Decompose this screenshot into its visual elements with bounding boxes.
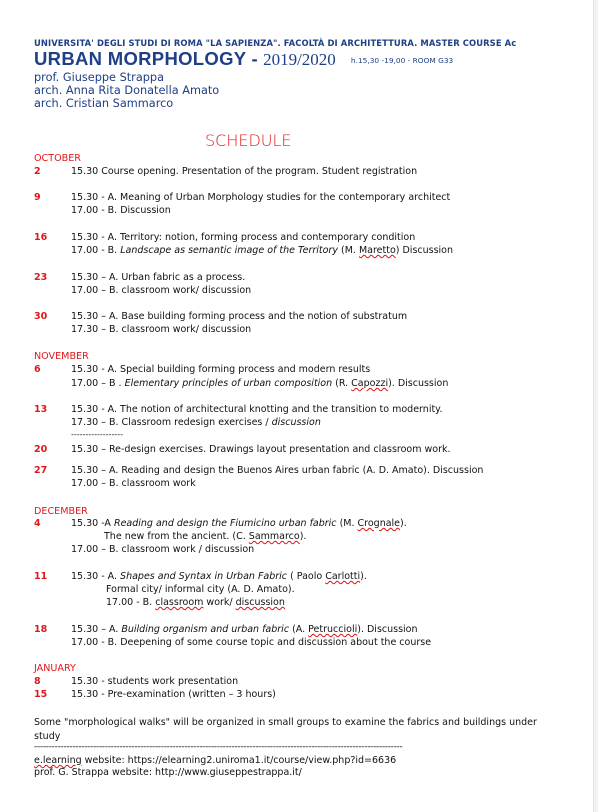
- elearning-label: e.learning: [34, 755, 82, 766]
- lecturer-name: Sammarco: [248, 531, 300, 542]
- lecture-title: Shapes and Syntax in Urban Fabric: [120, 571, 288, 582]
- entry-line: [71, 571, 367, 583]
- entry-day: 8: [34, 676, 41, 687]
- time-room: h.15,30 -19,00 - ROOM G33: [350, 56, 454, 65]
- entry-day: 13: [34, 404, 48, 415]
- lecturer-name: Carlotti: [325, 571, 361, 582]
- page-edge: [593, 0, 598, 812]
- entry-line: Formal city/ informal city (A. D. Amato).: [106, 584, 295, 595]
- text: 17.00 – B .: [71, 378, 125, 389]
- text: ). Discussion: [357, 624, 418, 635]
- entry-day: 30: [34, 311, 48, 322]
- entry-day: 27: [34, 465, 48, 476]
- text: ) Discussion: [395, 245, 454, 256]
- lecture-title: Landscape as semantic image of the Territory: [120, 245, 338, 256]
- entry-line: 17.00 – B. classroom work: [71, 478, 196, 489]
- entry-day: 18: [34, 624, 48, 635]
- text: discussion: [235, 597, 285, 608]
- entry-day: 9: [34, 192, 41, 203]
- separator-line: -----------------------------------------------------------------------------------------------------------------------------: [34, 742, 403, 752]
- month-october: OCTOBER: [34, 153, 81, 164]
- course-name: URBAN MORPHOLOGY -: [34, 48, 258, 69]
- strappa-website-line[interactable]: prof. G. Strappa website: http://www.giuseppestrappa.it/: [34, 767, 302, 778]
- text: classroom: [155, 597, 204, 608]
- entry-day: 6: [34, 364, 41, 375]
- entry-line: 15.30 - students work presentation: [71, 676, 239, 687]
- lecture-title: Elementary principles of urban composition: [124, 378, 333, 389]
- entry-line: 17.00 - B. Deepening of some course topic and discussion about the course: [71, 637, 432, 648]
- entry-line: 17.00 - B. Discussion: [71, 205, 171, 216]
- entry-day: 23: [34, 272, 48, 283]
- entry-line: 17.00 – B. classroom work / discussion: [71, 544, 255, 555]
- text: ).: [299, 531, 307, 542]
- month-december: DECEMBER: [34, 506, 88, 517]
- text: 15.30 -A: [71, 518, 114, 529]
- university-line: UNIVERSITA' DEGLI STUDI DI ROMA "LA SAPIENZA". FACOLTÀ DI ARCHITETTURA. MASTER COURSE Ac: [34, 38, 517, 48]
- lecture-title: Building organism and urban fabric: [121, 624, 290, 635]
- entry-line: 15.30 - Pre-examination (written – 3 hours): [71, 689, 276, 700]
- elearning-url[interactable]: website: https://elearning2.uniroma1.it/course/view.php?id=6636: [81, 755, 397, 766]
- schedule-title: SCHEDULE: [205, 131, 292, 150]
- staff-3: arch. Cristian Sammarco: [34, 97, 174, 110]
- course-title: [34, 48, 453, 70]
- text: 15.30 – A.: [71, 624, 122, 635]
- text: 15.30 - A.: [71, 571, 121, 582]
- entry-day: 11: [34, 571, 48, 582]
- month-january: JANUARY: [34, 663, 76, 674]
- lecturer-name: Crognale: [357, 518, 401, 529]
- entry-line: 15.30 – A. Reading and design the Buenos Aires urban fabric (A. D. Amato). Discussion: [71, 465, 484, 476]
- text: (M.: [336, 518, 358, 529]
- entry-line: 15.30 Course opening. Presentation of the program. Student registration: [71, 166, 418, 177]
- elearning-line: [34, 755, 396, 766]
- text: ).: [360, 571, 367, 582]
- text: ). Discussion: [388, 378, 449, 389]
- lecture-title: Reading and design the Fiumicino urban fabric: [113, 518, 337, 529]
- text: (A.: [289, 624, 309, 635]
- entry-line: 15.30 - A. Territory: notion, forming process and contemporary condition: [71, 232, 416, 243]
- text: 17.00 - B.: [71, 245, 121, 256]
- entry-line: 15.30 – A. Urban fabric as a process.: [71, 272, 246, 283]
- entry-line: [71, 378, 448, 390]
- entry-day: 2: [34, 166, 41, 177]
- entry-line: [71, 417, 321, 429]
- entry-line: [106, 597, 285, 609]
- text: work/: [203, 597, 236, 608]
- text: 17.30 – B. Classroom redesign exercises /: [71, 417, 272, 428]
- entry-separator: ------------------: [71, 430, 123, 439]
- entry-day: 4: [34, 518, 41, 529]
- staff-1: prof. Giuseppe Strappa: [34, 71, 165, 84]
- entry-line: 17.30 – B. classroom work/ discussion: [71, 324, 252, 335]
- month-november: NOVEMBER: [34, 351, 89, 362]
- entry-day: 15: [34, 689, 48, 700]
- lecturer-name: Maretto: [358, 245, 396, 256]
- entry-line: 15.30 – Re-design exercises. Drawings layout presentation and classroom work.: [71, 444, 451, 455]
- entry-line: 15.30 – A. Base building forming process and the notion of substratum: [71, 311, 408, 322]
- text: (M.: [337, 245, 359, 256]
- text: discussion: [271, 417, 321, 428]
- text: 17.00 - B.: [106, 597, 156, 608]
- text: The new from the ancient. (C.: [104, 531, 249, 542]
- text: ( Paolo: [287, 571, 326, 582]
- entry-line: 15.30 - A. Meaning of Urban Morphology studies for the contemporary architect: [71, 192, 451, 203]
- entry-day: 16: [34, 232, 48, 243]
- lecturer-name: Capozzi: [351, 378, 389, 389]
- lecturer-name: Petruccioli: [308, 624, 358, 635]
- text: (R.: [332, 378, 352, 389]
- entry-line: [71, 245, 453, 257]
- entry-line: [71, 518, 407, 530]
- entry-line: [71, 624, 418, 636]
- entry-day: 20: [34, 444, 48, 455]
- walks-note: Some "morphological walks" will be organized in small groups to examine the fabrics and buildings under study: [34, 717, 537, 742]
- entry-line: [104, 531, 306, 543]
- staff-2: arch. Anna Rita Donatella Amato: [34, 84, 220, 97]
- text: ).: [400, 518, 407, 529]
- course-year: 2019/2020: [263, 50, 336, 69]
- entry-line: 17.00 – B. classroom work/ discussion: [71, 285, 252, 296]
- entry-line: 15.30 - A. Special building forming process and modern results: [71, 364, 371, 375]
- entry-line: 15.30 - A. The notion of architectural knotting and the transition to modernity.: [71, 404, 443, 415]
